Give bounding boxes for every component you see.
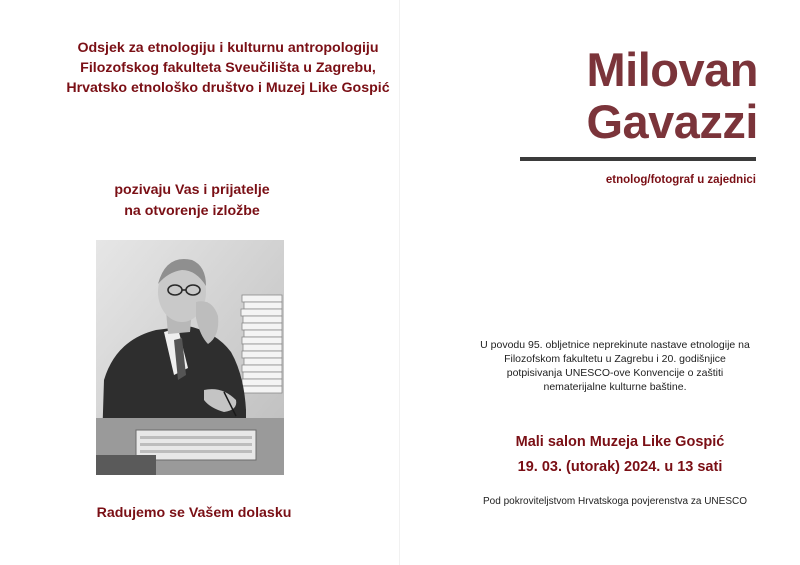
title-last-name: Gavazzi bbox=[586, 95, 758, 148]
occasion-line: nematerijalne kulturne baštine. bbox=[543, 381, 687, 393]
occasion-text bbox=[470, 338, 760, 394]
exhibition-title bbox=[520, 44, 758, 148]
portrait-photo-icon bbox=[96, 240, 284, 475]
organizer-line: Filozofskog fakulteta Sveučilišta u Zagrebu, bbox=[80, 60, 376, 76]
invitation-line: pozivaju Vas i prijatelje bbox=[114, 182, 270, 198]
venue-place: Mali salon Muzeja Like Gospić bbox=[515, 434, 725, 450]
venue-datetime: 19. 03. (utorak) 2024. u 13 sati bbox=[517, 459, 723, 475]
occasion-line: Filozofskom fakultetu u Zagrebu i 20. godišnjice bbox=[504, 353, 726, 365]
organizer-line: Hrvatsko etnološko društvo i Muzej Like Gospić bbox=[66, 80, 390, 96]
occasion-line: U povodu 95. obljetnice neprekinute nastave etnologije na bbox=[480, 339, 750, 351]
venue-block bbox=[470, 430, 770, 480]
organizer-line: Odsjek za etnologiju i kulturnu antropologiju bbox=[77, 40, 379, 56]
title-first-name: Milovan bbox=[586, 43, 758, 96]
title-underline bbox=[520, 157, 756, 161]
organizers-block bbox=[18, 38, 438, 98]
exhibition-subtitle: etnolog/fotograf u zajednici bbox=[605, 174, 756, 186]
patronage-note: Pod pokroviteljstvom Hrvatskoga povjerenstva za UNESCO bbox=[483, 496, 747, 507]
invitation-text bbox=[80, 180, 304, 222]
closing-message: Radujemo se Vašem dolasku bbox=[96, 505, 292, 521]
occasion-line: potpisivanja UNESCO-ove Konvencije o zaštiti bbox=[506, 367, 724, 379]
invitation-line: na otvorenje izložbe bbox=[124, 203, 260, 219]
